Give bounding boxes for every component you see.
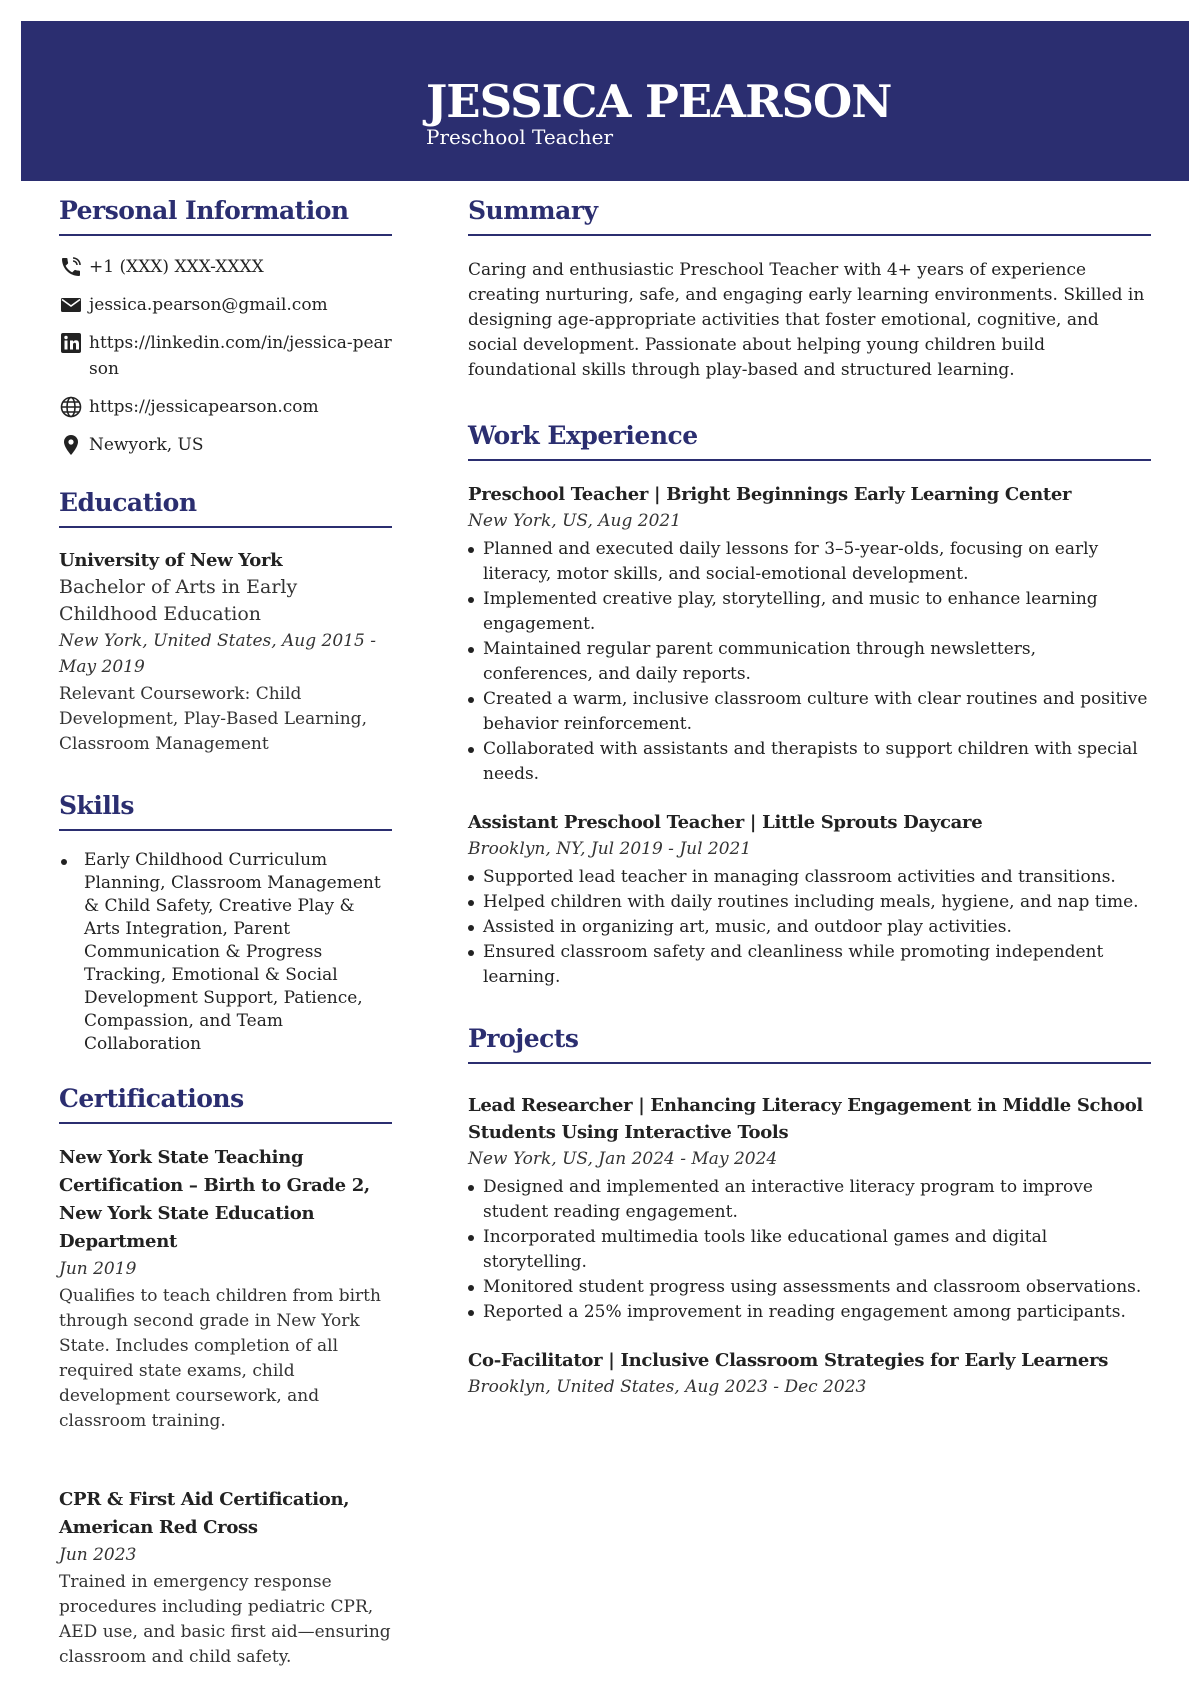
location-text: Newyork, US bbox=[89, 435, 204, 455]
project-meta: Brooklyn, United States, Aug 2023 - Dec 2023 bbox=[468, 1377, 867, 1397]
project-heading: Lead Researcher | Enhancing Literacy Engagement in Middle School Students Using Interactive Tools bbox=[468, 1095, 1143, 1143]
job-entry bbox=[468, 481, 1151, 787]
job-bullet: Maintained regular parent communication through newsletters, conferences, and daily reports. bbox=[468, 637, 1151, 687]
personal-info-title: Personal Information bbox=[59, 196, 392, 236]
project-entry bbox=[468, 1347, 1151, 1400]
skills-list bbox=[59, 849, 392, 1056]
certification-date: Jun 2019 bbox=[59, 1259, 137, 1279]
education-school: University of New York bbox=[59, 550, 283, 571]
job-bullet: Supported lead teacher in managing classroom activities and transitions. bbox=[468, 865, 1151, 890]
job-bullet: Collaborated with assistants and therapists to support children with special needs. bbox=[468, 737, 1151, 787]
candidate-name: JESSICA PEARSON bbox=[426, 75, 892, 128]
job-bullet: Planned and executed daily lessons for 3–5-year-olds, focusing on early literacy, motor skills, and social-emotional development. bbox=[468, 537, 1151, 587]
certification-entry bbox=[59, 1486, 392, 1670]
right-column bbox=[468, 196, 1151, 1403]
job-bullet: Created a warm, inclusive classroom culture with clear routines and positive behavior reinforcement. bbox=[468, 687, 1151, 737]
contact-linkedin bbox=[59, 330, 392, 382]
work-experience-title: Work Experience bbox=[468, 421, 1151, 461]
project-heading: Co-Facilitator | Inclusive Classroom Strategies for Early Learners bbox=[468, 1350, 1109, 1371]
certification-name: CPR & First Aid Certification, American Red Cross bbox=[59, 1489, 350, 1538]
education-title: Education bbox=[59, 488, 392, 528]
summary-text: Caring and enthusiastic Preschool Teacher with 4+ years of experience creating nurturing, safe, and engaging early learning environments. Skilled in designing age-appropriate activities that foster emotional, cognitive, and social development. Passionate about helping young children build foundational skills through play-based and structured learning. bbox=[468, 260, 1145, 380]
location-pin-icon bbox=[59, 433, 83, 457]
certification-date: Jun 2023 bbox=[59, 1545, 137, 1565]
phone-text: +1 (XXX) XXX-XXXX bbox=[89, 257, 264, 277]
project-bullet: Designed and implemented an interactive literacy program to improve student reading engagement. bbox=[468, 1175, 1151, 1225]
certification-entry bbox=[59, 1144, 392, 1434]
job-bullets bbox=[468, 865, 1151, 990]
education-meta: New York, United States, Aug 2015 - May 2019 bbox=[59, 631, 376, 677]
projects-title: Projects bbox=[468, 1024, 1151, 1064]
contact-location bbox=[59, 432, 392, 458]
contact-list bbox=[59, 254, 392, 458]
linkedin-link[interactable]: https://linkedin.com/in/jessica-pearson bbox=[89, 333, 392, 379]
linkedin-icon bbox=[59, 331, 83, 355]
skills-item: Early Childhood Curriculum Planning, Classroom Management & Child Safety, Creative Play & Arts Integration, Parent Communication & Progress Tracking, Emotional & Social Development Support, Patience, Compassion, and Team Collaboration bbox=[59, 849, 392, 1056]
contact-website bbox=[59, 394, 392, 420]
candidate-role: Preschool Teacher bbox=[426, 125, 614, 149]
website-link[interactable]: https://jessicapearson.com bbox=[89, 397, 319, 417]
job-bullet: Assisted in organizing art, music, and outdoor play activities. bbox=[468, 915, 1151, 940]
job-heading: Preschool Teacher | Bright Beginnings Early Learning Center bbox=[468, 484, 1072, 505]
project-bullet: Monitored student progress using assessments and classroom observations. bbox=[468, 1275, 1151, 1300]
contact-email bbox=[59, 292, 392, 318]
project-meta: New York, US, Jan 2024 - May 2024 bbox=[468, 1149, 778, 1169]
project-entry bbox=[468, 1092, 1151, 1325]
job-bullets bbox=[468, 537, 1151, 787]
email-link[interactable]: jessica.pearson@gmail.com bbox=[89, 295, 328, 315]
phone-icon bbox=[59, 255, 83, 279]
job-bullet: Ensured classroom safety and cleanliness while promoting independent learning. bbox=[468, 940, 1151, 990]
resume-header bbox=[21, 21, 1189, 181]
project-bullet: Incorporated multimedia tools like educational games and digital storytelling. bbox=[468, 1225, 1151, 1275]
education-degree: Bachelor of Arts in Early Childhood Education bbox=[59, 576, 298, 625]
job-meta: New York, US, Aug 2021 bbox=[468, 511, 682, 531]
left-column bbox=[59, 196, 392, 1670]
contact-phone bbox=[59, 254, 392, 280]
certification-name: New York State Teaching Certification – Birth to Grade 2, New York State Education Department bbox=[59, 1147, 370, 1252]
mail-icon bbox=[59, 293, 83, 317]
skills-title: Skills bbox=[59, 791, 392, 831]
education-entry bbox=[59, 548, 392, 757]
job-bullet: Implemented creative play, storytelling, and music to enhance learning engagement. bbox=[468, 587, 1151, 637]
education-coursework: Relevant Coursework: Child Development, Play-Based Learning, Classroom Management bbox=[59, 684, 367, 754]
summary-title: Summary bbox=[468, 196, 1151, 236]
certification-description: Qualifies to teach children from birth through second grade in New York State. Includes completion of all required state exams, child development coursework, and classroom training. bbox=[59, 1286, 381, 1431]
project-bullet: Reported a 25% improvement in reading engagement among participants. bbox=[468, 1300, 1151, 1325]
certification-description: Trained in emergency response procedures including pediatric CPR, AED use, and basic first aid—ensuring classroom and child safety. bbox=[59, 1572, 391, 1667]
job-heading: Assistant Preschool Teacher | Little Sprouts Daycare bbox=[468, 812, 983, 833]
job-entry bbox=[468, 809, 1151, 990]
job-bullet: Helped children with daily routines including meals, hygiene, and nap time. bbox=[468, 890, 1151, 915]
job-meta: Brooklyn, NY, Jul 2019 - Jul 2021 bbox=[468, 839, 752, 859]
certifications-title: Certifications bbox=[59, 1084, 392, 1124]
project-bullets bbox=[468, 1175, 1151, 1325]
globe-icon bbox=[59, 395, 83, 419]
